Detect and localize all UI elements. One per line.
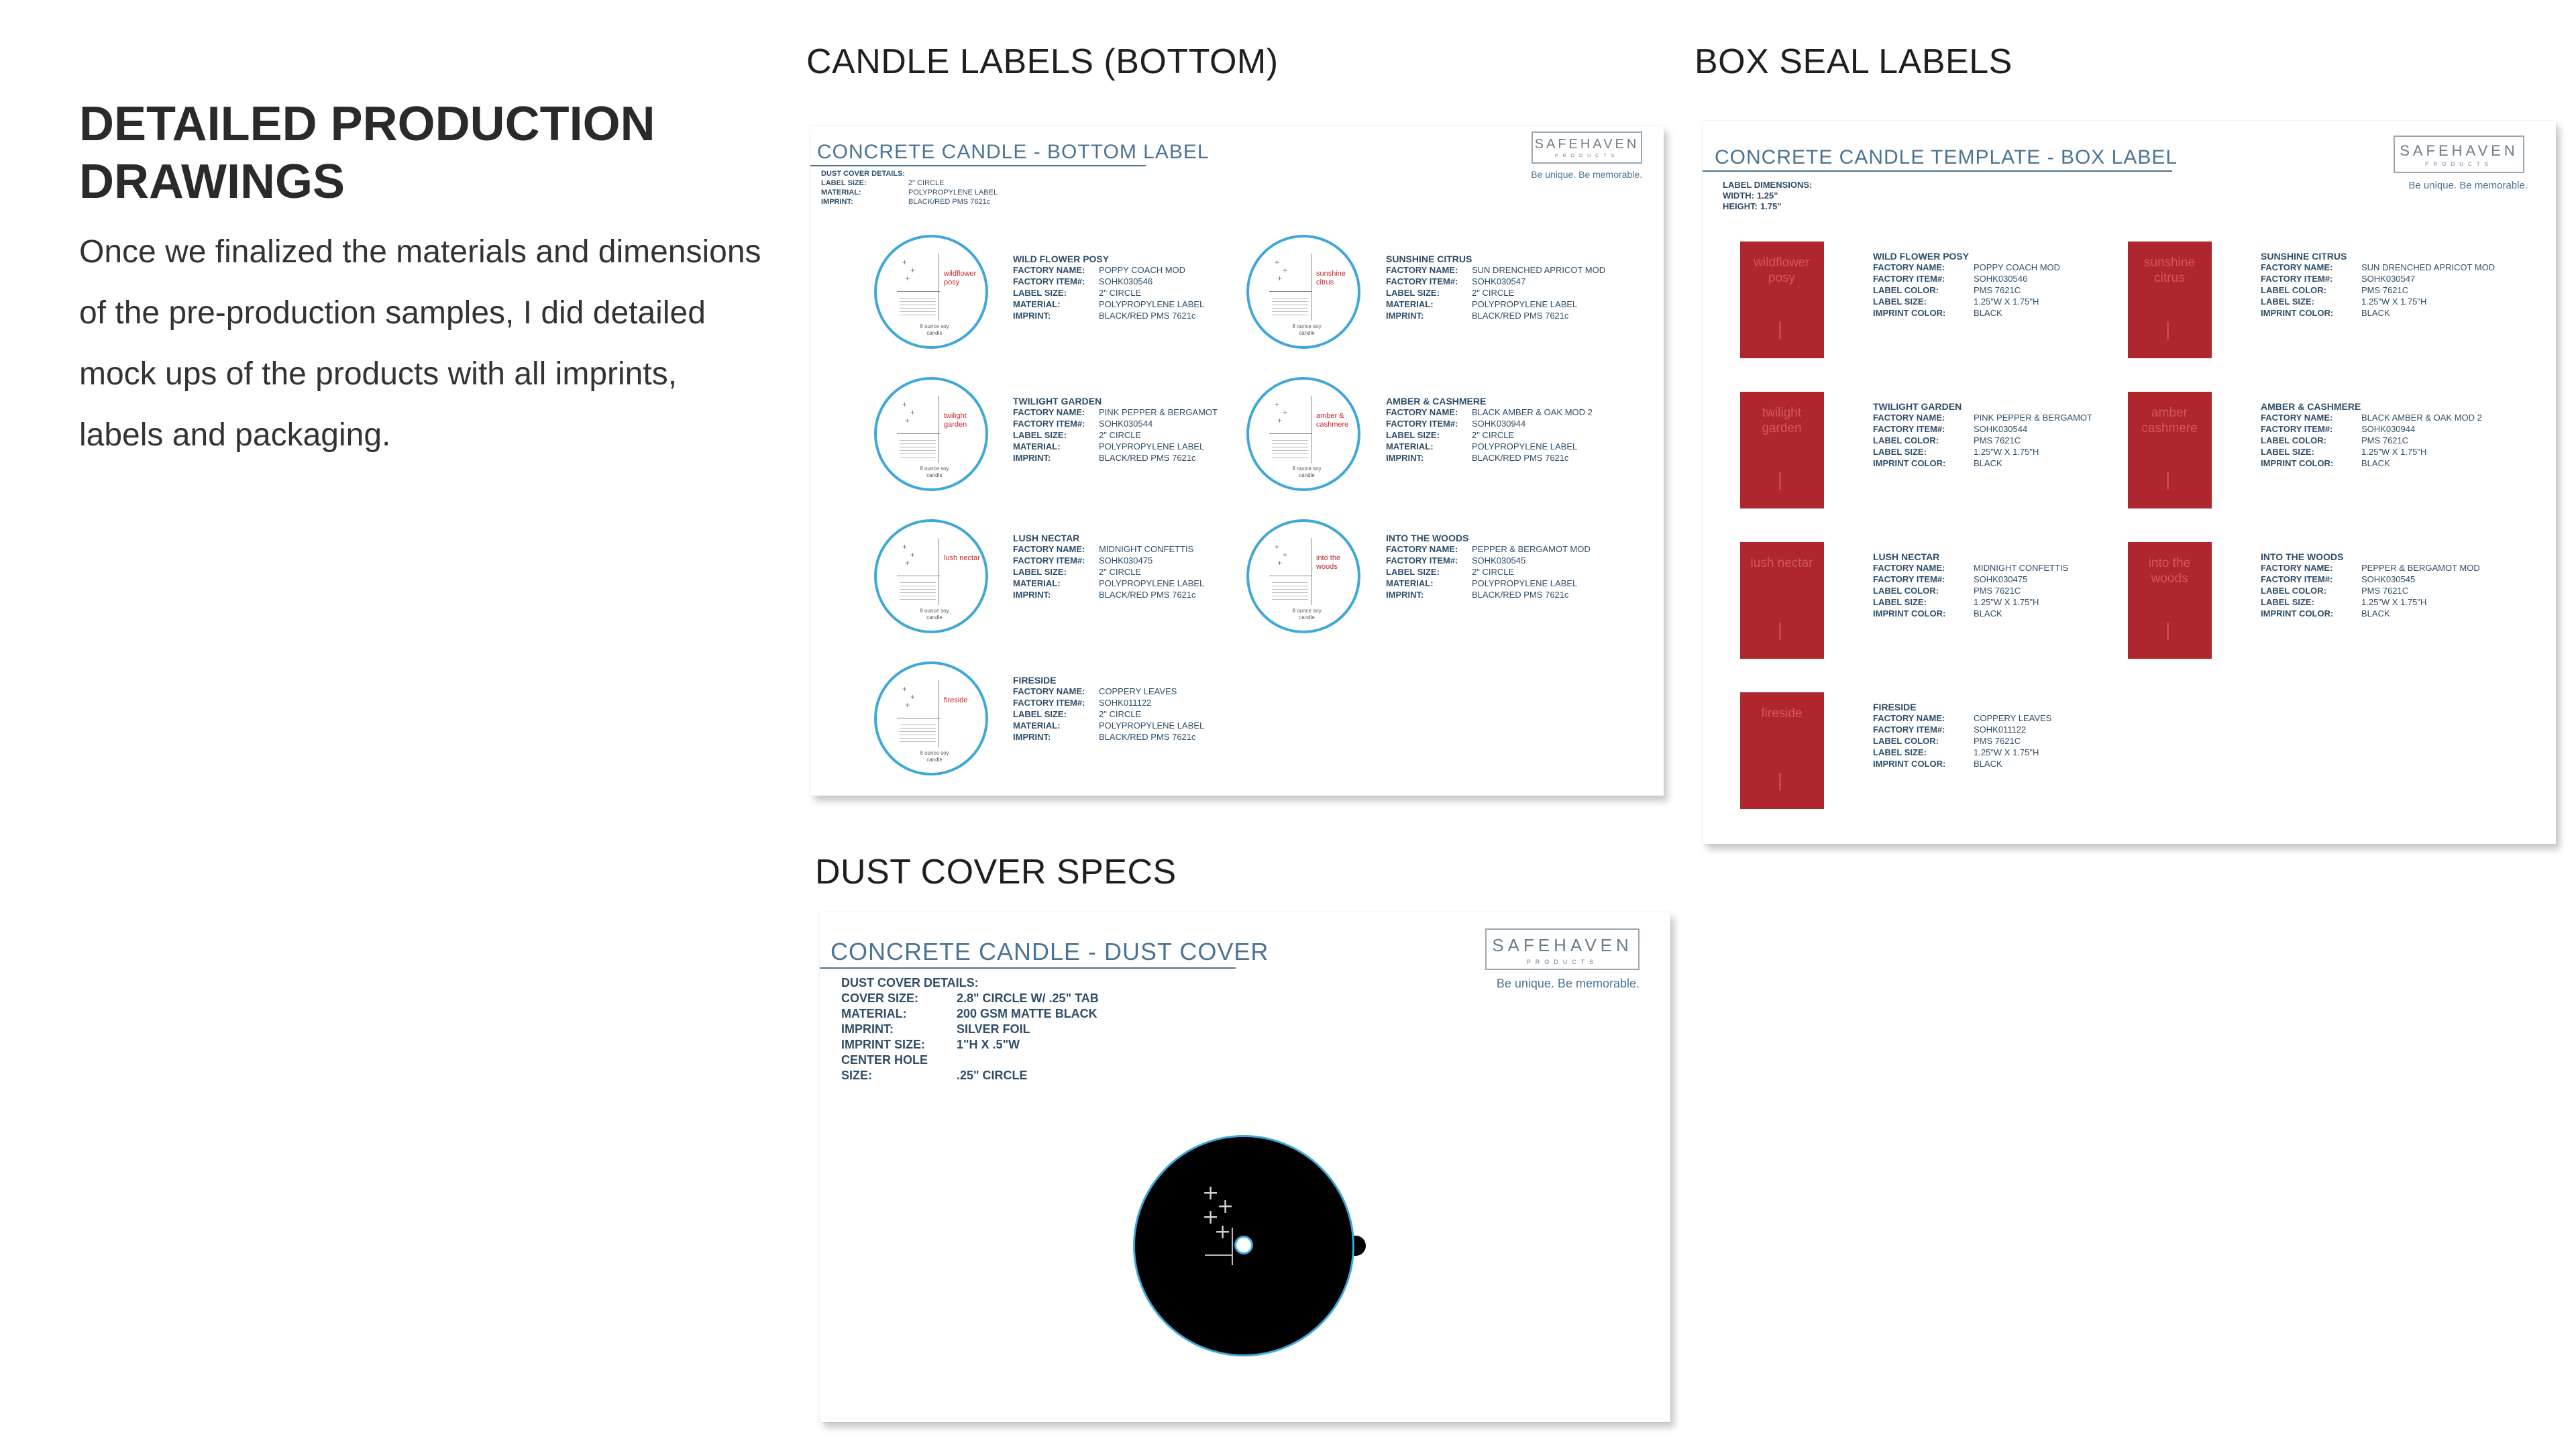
brand-logo bbox=[1532, 131, 1642, 164]
brand-name: SAFEHAVEN bbox=[2400, 142, 2518, 159]
spec-key: SIZE: bbox=[841, 1069, 873, 1082]
row-key: FACTORY ITEM#: bbox=[1013, 276, 1085, 286]
row-key: IMPRINT COLOR: bbox=[2261, 608, 2334, 619]
round-label-name: into the woods bbox=[1316, 554, 1341, 571]
row-key: LABEL SIZE: bbox=[1013, 430, 1067, 440]
round-label-name: fireside bbox=[944, 696, 968, 704]
row-key: MATERIAL: bbox=[1013, 720, 1061, 731]
round-label-into-the-woods: + + + into the woods 8 ounce soy candle bbox=[1246, 519, 1360, 633]
red-label-sunshine-citrus bbox=[2128, 241, 2212, 358]
row-key: MATERIAL: bbox=[1386, 299, 1434, 309]
box-sheet-title: CONCRETE CANDLE TEMPLATE - BOX LABEL bbox=[1715, 146, 2178, 168]
spec-heading: DUST COVER DETAILS: bbox=[821, 170, 906, 178]
row-key: FACTORY ITEM#: bbox=[2261, 574, 2333, 584]
spec-value: 1.25" bbox=[1756, 191, 1778, 201]
row-key: LABEL COLOR: bbox=[2261, 586, 2326, 596]
row-key: IMPRINT COLOR: bbox=[2261, 308, 2334, 318]
row-key: LABEL SIZE: bbox=[1386, 430, 1440, 440]
row-value: BLACK bbox=[2361, 458, 2390, 468]
row-value: BLACK AMBER & OAK MOD 2 bbox=[1472, 407, 1593, 417]
row-key: IMPRINT COLOR: bbox=[1873, 308, 1946, 318]
row-value: BLACK AMBER & OAK MOD 2 bbox=[2361, 413, 2482, 423]
row-value: COPPERY LEAVES bbox=[1974, 713, 2052, 723]
item-name: INTO THE WOODS bbox=[1386, 533, 1469, 543]
imprint-mark: + bbox=[1202, 1181, 1220, 1205]
dust-cover-sheet bbox=[820, 912, 1670, 1422]
row-value: POLYPROPYLENE LABEL bbox=[1472, 441, 1578, 451]
row-value: PMS 7621C bbox=[2361, 285, 2409, 295]
spec-value: BLACK/RED PMS 7621c bbox=[908, 198, 991, 206]
box-spec-block bbox=[1723, 180, 1812, 212]
row-value: SOHK030546 bbox=[1974, 274, 2028, 284]
row-key: FACTORY ITEM#: bbox=[1873, 274, 1945, 284]
box-item-amber-cashmere bbox=[2261, 401, 2482, 469]
red-label-fireside bbox=[1740, 692, 1824, 809]
item-name: TWILIGHT GARDEN bbox=[1873, 401, 1962, 412]
row-value: POPPY COACH MOD bbox=[1099, 265, 1186, 275]
row-key: MATERIAL: bbox=[1013, 441, 1061, 451]
row-value: BLACK bbox=[2361, 608, 2390, 619]
imprint-line bbox=[1232, 1228, 1233, 1265]
row-key: FACTORY ITEM#: bbox=[1386, 555, 1458, 566]
round-label-lush-nectar: + + + lush nectar 8 ounce soy candle bbox=[874, 519, 988, 633]
box-item-into-the-woods bbox=[2261, 551, 2480, 619]
red-label-lush-nectar bbox=[1740, 542, 1824, 659]
red-label-amber-cashmere bbox=[2128, 392, 2212, 508]
row-value: 2" CIRCLE bbox=[1099, 430, 1142, 440]
bottom-item-twilight-garden bbox=[1013, 396, 1218, 464]
row-value: 1.25"W X 1.75"H bbox=[1974, 597, 2039, 607]
box-item-fireside bbox=[1873, 702, 2051, 769]
row-key: IMPRINT COLOR: bbox=[2261, 458, 2334, 468]
round-label-footer: 8 ounce soy candle bbox=[1292, 608, 1322, 621]
row-value: SOHK030544 bbox=[1974, 424, 2028, 434]
row-value: 1.25"W X 1.75"H bbox=[2361, 297, 2427, 307]
row-key: FACTORY NAME: bbox=[1386, 407, 1458, 417]
row-value: POLYPROPYLENE LABEL bbox=[1099, 720, 1205, 731]
round-label-footer: 8 ounce soy candle bbox=[920, 323, 949, 336]
row-value: PEPPER & BERGAMOT MOD bbox=[2361, 563, 2480, 573]
round-label-footer: 8 ounce soy candle bbox=[1292, 466, 1322, 478]
row-key: LABEL SIZE: bbox=[1873, 297, 1927, 307]
spec-value: 1"H X .5"W bbox=[957, 1038, 1020, 1051]
item-name: FIRESIDE bbox=[1873, 702, 1917, 712]
row-value: BLACK bbox=[1974, 308, 2002, 318]
red-label-name: wildflower posy bbox=[1754, 256, 1810, 285]
row-value: PMS 7621C bbox=[2361, 435, 2409, 445]
spec-heading: LABEL DIMENSIONS: bbox=[1723, 180, 1813, 190]
row-key: LABEL SIZE: bbox=[1013, 709, 1067, 719]
spec-value: 2.8" CIRCLE W/ .25" TAB bbox=[957, 991, 1099, 1005]
red-label-wild-flower-posy bbox=[1740, 241, 1824, 358]
item-name: WILD FLOWER POSY bbox=[1873, 251, 1970, 262]
box-label-sheet bbox=[1703, 121, 2556, 844]
row-value: SOHK030944 bbox=[2361, 424, 2416, 434]
spec-key: WIDTH: bbox=[1723, 191, 1754, 201]
row-value: 1.25"W X 1.75"H bbox=[1974, 747, 2039, 757]
red-label-twilight-garden bbox=[1740, 392, 1824, 508]
spec-key: MATERIAL: bbox=[841, 1007, 907, 1020]
box-item-lush-nectar bbox=[1873, 551, 2068, 619]
row-value: MIDNIGHT CONFETTIS bbox=[1099, 544, 1194, 554]
imprint-mark: + bbox=[1202, 1205, 1220, 1229]
dust-spec-block bbox=[841, 975, 1099, 1083]
row-key: IMPRINT: bbox=[1386, 590, 1424, 600]
row-key: FACTORY NAME: bbox=[2261, 262, 2333, 272]
row-value: SOHK030547 bbox=[1472, 276, 1526, 286]
red-label-name: lush nectar bbox=[1750, 556, 1813, 570]
row-key: FACTORY ITEM#: bbox=[1386, 419, 1458, 429]
item-name: SUNSHINE CITRUS bbox=[1386, 254, 1472, 264]
row-value: SUN DRENCHED APRICOT MOD bbox=[2361, 262, 2496, 272]
row-key: LABEL SIZE: bbox=[1386, 567, 1440, 577]
bottom-item-fireside bbox=[1013, 675, 1204, 743]
row-value: BLACK/RED PMS 7621c bbox=[1472, 590, 1569, 600]
title-rule bbox=[810, 165, 1146, 166]
spec-heading: DUST COVER DETAILS: bbox=[841, 976, 979, 989]
row-value: PINK PEPPER & BERGAMOT bbox=[1099, 407, 1218, 417]
bottom-item-sunshine-citrus bbox=[1386, 254, 1605, 321]
row-value: BLACK bbox=[1974, 759, 2002, 769]
row-key: LABEL COLOR: bbox=[2261, 435, 2326, 445]
item-name: LUSH NECTAR bbox=[1013, 533, 1080, 543]
row-key: MATERIAL: bbox=[1013, 299, 1061, 309]
row-value: BLACK/RED PMS 7621c bbox=[1099, 732, 1196, 742]
row-value: 2" CIRCLE bbox=[1099, 567, 1142, 577]
spec-value: 200 GSM MATTE BLACK bbox=[957, 1007, 1097, 1020]
row-key: MATERIAL: bbox=[1386, 578, 1434, 588]
row-key: FACTORY NAME: bbox=[1013, 407, 1085, 417]
row-value: 2" CIRCLE bbox=[1099, 288, 1142, 298]
round-label-sunshine-citrus: + + + sunshine citrus 8 ounce soy candle bbox=[1246, 235, 1360, 349]
row-value: PMS 7621C bbox=[2361, 586, 2409, 596]
row-key: FACTORY NAME: bbox=[1013, 686, 1085, 696]
row-value: POLYPROPYLENE LABEL bbox=[1099, 441, 1205, 451]
row-value: BLACK/RED PMS 7621c bbox=[1472, 311, 1569, 321]
dust-cover-center-hole bbox=[1234, 1236, 1253, 1254]
row-key: IMPRINT: bbox=[1013, 453, 1051, 463]
bottom-item-wild-flower-posy bbox=[1013, 254, 1204, 321]
bottom-sheet-title: CONCRETE CANDLE - BOTTOM LABEL bbox=[817, 141, 1210, 163]
row-key: FACTORY NAME: bbox=[1013, 544, 1085, 554]
row-value: SOHK030944 bbox=[1472, 419, 1526, 429]
row-key: LABEL COLOR: bbox=[1873, 435, 1939, 445]
box-seal-labels-heading: BOX SEAL LABELS bbox=[1695, 42, 2012, 81]
row-value: SOHK030475 bbox=[1099, 555, 1153, 566]
row-value: POLYPROPYLENE LABEL bbox=[1099, 299, 1205, 309]
row-key: IMPRINT: bbox=[1013, 311, 1051, 321]
page-title: DETAILED PRODUCTION DRAWINGS bbox=[79, 97, 655, 209]
row-key: FACTORY ITEM#: bbox=[2261, 424, 2333, 434]
round-label-fireside: + + + fireside 8 ounce soy candle bbox=[874, 661, 988, 775]
row-key: IMPRINT: bbox=[1386, 311, 1424, 321]
box-item-wild-flower-posy bbox=[1873, 251, 2060, 319]
row-key: LABEL SIZE: bbox=[2261, 597, 2314, 607]
row-key: FACTORY ITEM#: bbox=[2261, 274, 2333, 284]
title-rule bbox=[820, 967, 1236, 969]
row-key: FACTORY NAME: bbox=[1873, 262, 1945, 272]
box-item-twilight-garden bbox=[1873, 401, 2092, 469]
spec-key: IMPRINT SIZE: bbox=[841, 1038, 925, 1051]
row-value: BLACK/RED PMS 7621c bbox=[1099, 453, 1196, 463]
row-value: PEPPER & BERGAMOT MOD bbox=[1472, 544, 1591, 554]
imprint-line bbox=[1205, 1254, 1232, 1256]
brand-name: SAFEHAVEN bbox=[1534, 137, 1640, 152]
row-key: FACTORY NAME: bbox=[1386, 544, 1458, 554]
row-value: 2" CIRCLE bbox=[1099, 709, 1142, 719]
item-name: LUSH NECTAR bbox=[1873, 551, 1940, 562]
row-value: BLACK/RED PMS 7621c bbox=[1472, 453, 1569, 463]
row-value: POLYPROPYLENE LABEL bbox=[1472, 299, 1578, 309]
row-value: 1.25"W X 1.75"H bbox=[2361, 597, 2427, 607]
row-key: FACTORY ITEM#: bbox=[1013, 555, 1085, 566]
spec-value: 2" CIRCLE bbox=[908, 179, 945, 187]
row-value: BLACK bbox=[1974, 608, 2002, 619]
row-value: SOHK030547 bbox=[2361, 274, 2416, 284]
round-label-name: twilight garden bbox=[944, 412, 967, 429]
round-label-amber-cashmere: + + + amber & cashmere 8 ounce soy candle bbox=[1246, 377, 1360, 491]
row-value: 2" CIRCLE bbox=[1472, 288, 1515, 298]
brand-sub: PRODUCTS bbox=[1526, 959, 1599, 965]
red-label-into-the-woods bbox=[2128, 542, 2212, 659]
spec-key: HEIGHT: bbox=[1723, 201, 1758, 211]
bottom-spec-block bbox=[821, 169, 998, 207]
row-value: 2" CIRCLE bbox=[1472, 430, 1515, 440]
row-value: BLACK/RED PMS 7621c bbox=[1099, 590, 1196, 600]
row-value: BLACK bbox=[1974, 458, 2002, 468]
item-name: WILD FLOWER POSY bbox=[1013, 254, 1110, 264]
title-rule bbox=[1703, 170, 2172, 172]
row-key: FACTORY NAME: bbox=[1873, 713, 1945, 723]
row-key: FACTORY ITEM#: bbox=[1873, 574, 1945, 584]
brand-sub: PRODUCTS bbox=[1554, 154, 1619, 158]
row-key: IMPRINT: bbox=[1013, 732, 1051, 742]
item-name: SUNSHINE CITRUS bbox=[2261, 251, 2347, 262]
bottom-label-sheet bbox=[810, 126, 1664, 796]
spec-key: LABEL SIZE: bbox=[821, 179, 867, 187]
box-item-sunshine-citrus bbox=[2261, 251, 2495, 319]
spec-value: SILVER FOIL bbox=[957, 1022, 1030, 1036]
round-label-name: sunshine citrus bbox=[1316, 270, 1346, 286]
row-value: PMS 7621C bbox=[1974, 435, 2021, 445]
row-key: MATERIAL: bbox=[1013, 578, 1061, 588]
row-value: 1.25"W X 1.75"H bbox=[1974, 297, 2039, 307]
row-value: SOHK030545 bbox=[2361, 574, 2416, 584]
row-key: FACTORY ITEM#: bbox=[1873, 424, 1945, 434]
brand-sub: PRODUCTS bbox=[2425, 161, 2493, 167]
row-value: BLACK bbox=[2361, 308, 2390, 318]
dust-cover-specs-heading: DUST COVER SPECS bbox=[815, 853, 1177, 892]
item-name: INTO THE WOODS bbox=[2261, 551, 2344, 562]
row-key: FACTORY ITEM#: bbox=[1386, 276, 1458, 286]
row-key: FACTORY ITEM#: bbox=[1013, 419, 1085, 429]
spec-key: IMPRINT: bbox=[841, 1022, 894, 1036]
item-name: AMBER & CASHMERE bbox=[2261, 401, 2361, 412]
row-key: IMPRINT COLOR: bbox=[1873, 458, 1946, 468]
row-key: IMPRINT: bbox=[1013, 590, 1051, 600]
row-key: IMPRINT COLOR: bbox=[1873, 759, 1946, 769]
row-value: MIDNIGHT CONFETTIS bbox=[1974, 563, 2069, 573]
bottom-item-lush-nectar bbox=[1013, 533, 1204, 600]
row-key: LABEL SIZE: bbox=[1386, 288, 1440, 298]
candle-labels-heading: CANDLE LABELS (BOTTOM) bbox=[806, 42, 1279, 81]
intro-paragraph: Once we finalized the materials and dimensions of the pre-production samples, I did detailed mock ups of the products with all imprints, labels and packaging. bbox=[79, 234, 761, 453]
row-key: MATERIAL: bbox=[1386, 441, 1434, 451]
row-key: LABEL COLOR: bbox=[1873, 285, 1939, 295]
imprint-mark: + bbox=[1217, 1195, 1234, 1218]
row-value: 2" CIRCLE bbox=[1472, 567, 1515, 577]
imprint-mark: + bbox=[1214, 1220, 1232, 1244]
row-value: SOHK030475 bbox=[1974, 574, 2028, 584]
round-label-footer: 8 ounce soy candle bbox=[920, 608, 949, 621]
row-key: LABEL SIZE: bbox=[1873, 747, 1927, 757]
spec-key: CENTER HOLE bbox=[841, 1053, 928, 1067]
spec-key: IMPRINT: bbox=[821, 198, 853, 206]
row-key: FACTORY NAME: bbox=[1013, 265, 1085, 275]
row-value: POLYPROPYLENE LABEL bbox=[1472, 578, 1578, 588]
red-label-name: sunshine citrus bbox=[2143, 256, 2196, 285]
row-value: PINK PEPPER & BERGAMOT bbox=[1974, 413, 2092, 423]
item-name: FIRESIDE bbox=[1013, 675, 1057, 686]
row-key: FACTORY NAME: bbox=[2261, 413, 2333, 423]
dust-sheet-title: CONCRETE CANDLE - DUST COVER bbox=[830, 938, 1269, 965]
row-key: FACTORY NAME: bbox=[2261, 563, 2333, 573]
row-value: SUN DRENCHED APRICOT MOD bbox=[1472, 265, 1606, 275]
row-key: FACTORY NAME: bbox=[1873, 413, 1945, 423]
row-value: POLYPROPYLENE LABEL bbox=[1099, 578, 1205, 588]
row-key: LABEL SIZE: bbox=[2261, 447, 2314, 457]
brand-tagline: Be unique. Be memorable. bbox=[1531, 169, 1642, 180]
brand-tagline: Be unique. Be memorable. bbox=[2408, 180, 2528, 191]
round-label-footer: 8 ounce soy candle bbox=[1292, 323, 1322, 336]
red-label-name: fireside bbox=[1761, 706, 1803, 720]
row-value: SOHK030545 bbox=[1472, 555, 1526, 566]
bottom-item-into-the-woods bbox=[1386, 533, 1591, 600]
item-name: TWILIGHT GARDEN bbox=[1013, 396, 1102, 407]
row-key: LABEL SIZE: bbox=[1013, 567, 1067, 577]
red-label-name: twilight garden bbox=[1762, 406, 1802, 435]
brand-name: SAFEHAVEN bbox=[1492, 935, 1633, 955]
round-label-name: wildflower posy bbox=[944, 270, 977, 286]
round-label-footer: 8 ounce soy candle bbox=[920, 750, 949, 763]
spec-value: 1.75" bbox=[1760, 201, 1782, 211]
row-key: LABEL COLOR: bbox=[2261, 285, 2326, 295]
row-key: LABEL COLOR: bbox=[1873, 586, 1939, 596]
round-label-name: lush nectar bbox=[944, 554, 980, 562]
row-value: COPPERY LEAVES bbox=[1099, 686, 1177, 696]
row-key: FACTORY NAME: bbox=[1386, 265, 1458, 275]
row-value: SOHK030544 bbox=[1099, 419, 1153, 429]
row-value: 1.25"W X 1.75"H bbox=[2361, 447, 2427, 457]
row-key: FACTORY ITEM#: bbox=[1873, 724, 1945, 735]
row-value: 1.25"W X 1.75"H bbox=[1974, 447, 2039, 457]
spec-key: MATERIAL: bbox=[821, 189, 861, 197]
row-key: LABEL SIZE: bbox=[2261, 297, 2314, 307]
row-value: PMS 7621C bbox=[1974, 285, 2021, 295]
spec-value: POLYPROPYLENE LABEL bbox=[908, 189, 998, 197]
row-key: LABEL COLOR: bbox=[1873, 736, 1939, 746]
row-value: SOHK011122 bbox=[1974, 724, 2027, 735]
spec-key: COVER SIZE: bbox=[841, 991, 919, 1005]
round-label-twilight-garden: + + + twilight garden 8 ounce soy candle bbox=[874, 377, 988, 491]
row-key: IMPRINT COLOR: bbox=[1873, 608, 1946, 619]
row-key: FACTORY ITEM#: bbox=[1013, 698, 1085, 708]
row-value: BLACK/RED PMS 7621c bbox=[1099, 311, 1196, 321]
bottom-item-amber-cashmere bbox=[1386, 396, 1593, 464]
red-label-name: amber cashmere bbox=[2141, 406, 2198, 435]
item-name: AMBER & CASHMERE bbox=[1386, 396, 1487, 407]
round-label-name: amber & cashmere bbox=[1316, 412, 1349, 429]
row-key: LABEL SIZE: bbox=[1873, 597, 1927, 607]
row-value: PMS 7621C bbox=[1974, 736, 2021, 746]
row-value: PMS 7621C bbox=[1974, 586, 2021, 596]
row-value: SOHK011122 bbox=[1099, 698, 1152, 708]
row-key: LABEL SIZE: bbox=[1013, 288, 1067, 298]
row-value: SOHK030546 bbox=[1099, 276, 1153, 286]
round-label-wild-flower-posy: + + + wildflower posy 8 ounce soy candle bbox=[874, 235, 988, 349]
round-label-footer: 8 ounce soy candle bbox=[920, 466, 949, 478]
brand-tagline: Be unique. Be memorable. bbox=[1496, 977, 1640, 990]
spec-value: .25" CIRCLE bbox=[957, 1069, 1028, 1082]
row-key: LABEL SIZE: bbox=[1873, 447, 1927, 457]
row-value: POPPY COACH MOD bbox=[1974, 262, 2061, 272]
red-label-name: into the woods bbox=[2148, 556, 2191, 586]
brand-logo bbox=[1485, 928, 1640, 970]
row-key: FACTORY NAME: bbox=[1873, 563, 1945, 573]
row-key: IMPRINT: bbox=[1386, 453, 1424, 463]
brand-logo bbox=[2394, 136, 2524, 173]
